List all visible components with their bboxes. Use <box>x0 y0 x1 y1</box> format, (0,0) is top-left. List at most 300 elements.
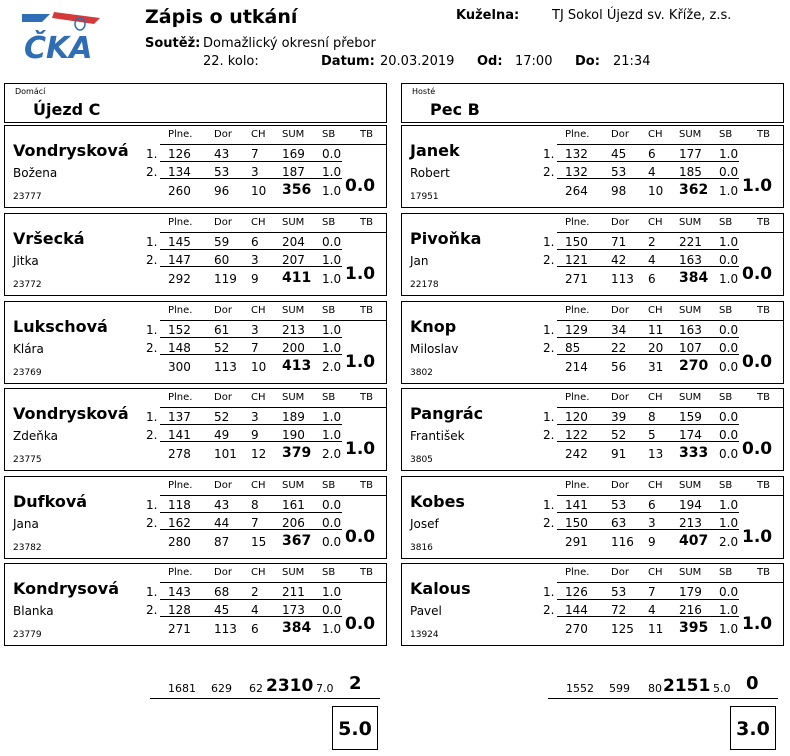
game-cell: 52 <box>611 428 627 442</box>
player-box <box>4 125 387 208</box>
guest-final-score: 3.0 <box>730 706 776 750</box>
column-header: TB <box>757 129 770 140</box>
column-header: TB <box>757 305 770 316</box>
home-team-box <box>4 83 387 123</box>
guest-total-sum: 2151 <box>663 676 711 696</box>
game-cell: 144 <box>565 603 588 617</box>
player-box <box>4 301 387 384</box>
row-number: 1. <box>543 235 555 249</box>
home-total-dor: 629 <box>211 682 232 695</box>
column-header: Plne. <box>168 392 193 403</box>
game-cell: 221 <box>679 235 702 249</box>
player-registration: 3802 <box>410 368 433 378</box>
game-cell: 53 <box>611 585 627 599</box>
game-cell: 43 <box>214 498 230 512</box>
game-cell: 52 <box>214 410 230 424</box>
tb-points: 1.0 <box>742 614 773 634</box>
player-total-cell: 6 <box>648 272 656 286</box>
column-header: TB <box>360 392 373 403</box>
column-header: Dor <box>611 392 629 403</box>
player-total-cell: 362 <box>679 182 709 198</box>
row-number: 2. <box>543 253 555 267</box>
row-number: 1. <box>146 147 158 161</box>
player-firstname: Božena <box>13 166 58 180</box>
row-number: 2. <box>146 341 158 355</box>
soutez-label: Soutěž: <box>145 36 201 51</box>
game-cell: 6 <box>251 235 259 249</box>
game-cell: 3 <box>251 410 259 424</box>
column-header: SB <box>719 480 733 491</box>
game-cell: 5 <box>648 428 656 442</box>
od-label: Od: <box>477 54 503 69</box>
row-number: 1. <box>543 585 555 599</box>
player-firstname: Zdeňka <box>13 429 58 443</box>
kolo-label: 22. kolo: <box>203 54 259 69</box>
cka-logo <box>14 8 106 62</box>
player-registration: 23769 <box>13 368 42 378</box>
game-cell: 1.0 <box>322 428 342 442</box>
svg-text:ČKA: ČKA <box>24 31 93 62</box>
player-total-cell: 113 <box>214 360 237 374</box>
game-cell: 34 <box>611 323 627 337</box>
datum-label: Datum: <box>321 54 375 69</box>
column-header: TB <box>360 217 373 228</box>
player-total-cell: 413 <box>282 358 312 374</box>
row-number: 2. <box>146 603 158 617</box>
player-firstname: Jitka <box>13 254 39 268</box>
game-cell: 207 <box>282 253 305 267</box>
tb-points: 1.0 <box>345 439 376 459</box>
game-cell: 163 <box>679 323 702 337</box>
column-header: Plne. <box>565 392 590 403</box>
column-header: Dor <box>214 567 232 578</box>
player-total-cell: 116 <box>611 535 634 549</box>
column-header: CH <box>251 217 266 228</box>
game-cell: 22 <box>611 341 627 355</box>
row-number: 2. <box>146 165 158 179</box>
column-header: Dor <box>611 567 629 578</box>
game-cell: 213 <box>282 323 305 337</box>
column-header: TB <box>360 480 373 491</box>
row-number: 1. <box>146 498 158 512</box>
row-divider <box>160 512 342 513</box>
column-header: Dor <box>611 129 629 140</box>
column-header: TB <box>360 567 373 578</box>
game-cell: 122 <box>565 428 588 442</box>
player-surname: Knop <box>410 317 457 336</box>
column-header: TB <box>757 217 770 228</box>
column-header: CH <box>648 392 663 403</box>
home-final-score: 5.0 <box>332 706 378 750</box>
column-header: CH <box>251 567 266 578</box>
game-cell: 107 <box>679 341 702 355</box>
game-cell: 134 <box>168 165 191 179</box>
player-surname: Kalous <box>410 579 471 598</box>
game-cell: 39 <box>611 410 627 424</box>
row-divider <box>557 249 739 250</box>
row-divider <box>160 582 386 583</box>
game-cell: 0.0 <box>719 253 739 267</box>
game-cell: 4 <box>648 603 656 617</box>
game-cell: 61 <box>214 323 230 337</box>
game-cell: 6 <box>648 147 656 161</box>
player-firstname: Blanka <box>13 604 54 618</box>
game-cell: 213 <box>679 516 702 530</box>
row-divider <box>557 337 739 338</box>
column-header: SB <box>322 129 336 140</box>
game-cell: 0.0 <box>719 585 739 599</box>
player-firstname: Josef <box>410 517 439 531</box>
player-total-cell: 9 <box>648 535 656 549</box>
player-surname: Vondrysková <box>13 141 129 160</box>
guest-total-dor: 599 <box>609 682 630 695</box>
game-cell: 147 <box>168 253 191 267</box>
kuzelna-value: TJ Sokol Újezd sv. Kříže, z.s. <box>552 8 732 23</box>
game-cell: 1.0 <box>322 253 342 267</box>
row-number: 2. <box>543 428 555 442</box>
column-header: Dor <box>214 480 232 491</box>
game-cell: 204 <box>282 235 305 249</box>
game-cell: 189 <box>282 410 305 424</box>
player-box <box>401 125 784 208</box>
game-cell: 206 <box>282 516 305 530</box>
guest-team-box <box>401 83 784 123</box>
game-cell: 49 <box>214 428 230 442</box>
guest-caption: Hosté <box>412 87 436 96</box>
game-cell: 118 <box>168 498 191 512</box>
player-total-cell: 0.0 <box>322 535 342 549</box>
tb-points: 1.0 <box>345 264 376 284</box>
game-cell: 1.0 <box>719 498 739 512</box>
game-cell: 1.0 <box>719 235 739 249</box>
row-divider <box>160 144 386 145</box>
column-header: SUM <box>282 392 305 403</box>
row-divider <box>160 599 342 600</box>
home-team-name: Újezd C <box>33 100 101 119</box>
row-number: 1. <box>146 235 158 249</box>
player-firstname: Pavel <box>410 604 442 618</box>
column-header: CH <box>251 305 266 316</box>
player-total-cell: 411 <box>282 270 312 286</box>
game-cell: 141 <box>565 498 588 512</box>
od-value: 17:00 <box>515 54 553 69</box>
game-cell: 137 <box>168 410 191 424</box>
column-header: Plne. <box>168 217 193 228</box>
player-total-cell: 9 <box>251 272 259 286</box>
player-total-cell: 11 <box>648 622 664 636</box>
guest-total-points: 0 <box>746 673 759 694</box>
tb-points: 0.0 <box>742 264 773 284</box>
game-cell: 53 <box>611 498 627 512</box>
tb-points: 0.0 <box>345 176 376 196</box>
player-surname: Lukschová <box>13 317 108 336</box>
player-box <box>4 563 387 646</box>
row-divider <box>557 582 783 583</box>
column-header: SB <box>719 129 733 140</box>
column-header: Dor <box>214 217 232 228</box>
game-cell: 3 <box>251 165 259 179</box>
game-cell: 1.0 <box>322 410 342 424</box>
row-number: 2. <box>146 253 158 267</box>
player-registration: 23772 <box>13 280 42 290</box>
row-number: 2. <box>543 516 555 530</box>
game-cell: 11 <box>648 323 664 337</box>
game-cell: 1.0 <box>322 165 342 179</box>
game-cell: 121 <box>565 253 588 267</box>
game-cell: 173 <box>282 603 305 617</box>
game-cell: 2 <box>648 235 656 249</box>
game-cell: 1.0 <box>322 323 342 337</box>
player-registration: 23782 <box>13 543 42 553</box>
game-cell: 4 <box>251 603 259 617</box>
column-header: SB <box>322 392 336 403</box>
game-cell: 1.0 <box>719 147 739 161</box>
row-number: 1. <box>543 498 555 512</box>
guest-total-line <box>548 698 778 699</box>
row-number: 1. <box>543 323 555 337</box>
game-cell: 59 <box>214 235 230 249</box>
game-cell: 7 <box>251 147 259 161</box>
game-cell: 132 <box>565 147 588 161</box>
player-total-cell: 2.0 <box>322 360 342 374</box>
column-header: Plne. <box>565 129 590 140</box>
row-divider <box>160 424 342 425</box>
guest-total-ch: 80 <box>648 682 662 695</box>
player-box <box>401 301 784 384</box>
player-registration: 22178 <box>410 280 439 290</box>
game-cell: 3 <box>251 323 259 337</box>
game-cell: 200 <box>282 341 305 355</box>
game-cell: 145 <box>168 235 191 249</box>
column-header: SB <box>719 567 733 578</box>
game-cell: 190 <box>282 428 305 442</box>
game-cell: 72 <box>611 603 627 617</box>
guest-total-plne: 1552 <box>566 682 594 695</box>
player-total-cell: 379 <box>282 445 312 461</box>
game-cell: 85 <box>565 341 581 355</box>
player-total-cell: 384 <box>679 270 709 286</box>
player-surname: Kobes <box>410 492 465 511</box>
player-total-cell: 15 <box>251 535 267 549</box>
column-header: SB <box>322 480 336 491</box>
game-cell: 177 <box>679 147 702 161</box>
game-cell: 141 <box>168 428 191 442</box>
game-cell: 63 <box>611 516 627 530</box>
game-cell: 71 <box>611 235 627 249</box>
game-cell: 53 <box>611 165 627 179</box>
game-cell: 216 <box>679 603 702 617</box>
column-header: Dor <box>611 305 629 316</box>
player-total-cell: 291 <box>565 535 588 549</box>
row-divider <box>160 232 386 233</box>
column-header: SUM <box>282 567 305 578</box>
column-header: SUM <box>282 217 305 228</box>
player-total-cell: 242 <box>565 447 588 461</box>
player-total-cell: 333 <box>679 445 709 461</box>
game-cell: 0.0 <box>322 516 342 530</box>
game-cell: 45 <box>214 603 230 617</box>
game-cell: 163 <box>679 253 702 267</box>
tb-points: 0.0 <box>345 614 376 634</box>
column-header: Plne. <box>168 305 193 316</box>
column-header: Plne. <box>168 567 193 578</box>
tb-points: 1.0 <box>742 176 773 196</box>
player-total-cell: 1.0 <box>719 272 739 286</box>
column-header: Plne. <box>168 480 193 491</box>
row-divider <box>557 599 739 600</box>
player-total-cell: 125 <box>611 622 634 636</box>
game-cell: 7 <box>251 341 259 355</box>
row-number: 2. <box>146 428 158 442</box>
game-cell: 0.0 <box>322 603 342 617</box>
game-cell: 120 <box>565 410 588 424</box>
page-title: Zápis o utkání <box>145 6 298 28</box>
game-cell: 1.0 <box>719 603 739 617</box>
player-box <box>401 563 784 646</box>
game-cell: 179 <box>679 585 702 599</box>
player-total-cell: 384 <box>282 620 312 636</box>
player-firstname: Miloslav <box>410 342 459 356</box>
column-header: Plne. <box>565 480 590 491</box>
column-header: SB <box>322 217 336 228</box>
column-header: SB <box>322 305 336 316</box>
game-cell: 68 <box>214 585 230 599</box>
column-header: SB <box>719 392 733 403</box>
guest-total-sb: 5.0 <box>713 682 731 695</box>
game-cell: 128 <box>168 603 191 617</box>
player-total-cell: 87 <box>214 535 230 549</box>
player-firstname: Jan <box>410 254 429 268</box>
column-header: SUM <box>282 305 305 316</box>
player-box <box>4 476 387 559</box>
row-divider <box>557 512 739 513</box>
row-divider <box>160 407 386 408</box>
player-registration: 23777 <box>13 192 42 202</box>
column-header: Dor <box>214 129 232 140</box>
column-header: TB <box>757 567 770 578</box>
do-value: 21:34 <box>613 54 651 69</box>
game-cell: 150 <box>565 235 588 249</box>
tb-points: 0.0 <box>742 439 773 459</box>
player-total-cell: 113 <box>214 622 237 636</box>
player-total-cell: 10 <box>251 360 267 374</box>
tb-points: 1.0 <box>345 352 376 372</box>
player-total-cell: 0.0 <box>719 360 739 374</box>
player-surname: Dufková <box>13 492 88 511</box>
player-total-cell: 119 <box>214 272 237 286</box>
column-header: Plne. <box>565 217 590 228</box>
row-divider <box>557 161 739 162</box>
tb-points: 0.0 <box>345 527 376 547</box>
column-header: SUM <box>679 392 702 403</box>
player-total-cell: 214 <box>565 360 588 374</box>
row-divider <box>557 144 783 145</box>
column-header: SB <box>322 567 336 578</box>
game-cell: 42 <box>611 253 627 267</box>
game-cell: 169 <box>282 147 305 161</box>
game-cell: 7 <box>648 585 656 599</box>
game-cell: 8 <box>648 410 656 424</box>
column-header: CH <box>648 305 663 316</box>
player-total-cell: 264 <box>565 184 588 198</box>
player-total-cell: 96 <box>214 184 230 198</box>
kuzelna-label: Kuželna: <box>456 8 520 23</box>
player-total-cell: 260 <box>168 184 191 198</box>
row-divider <box>160 320 386 321</box>
column-header: Plne. <box>565 567 590 578</box>
row-divider <box>557 232 783 233</box>
row-number: 1. <box>146 410 158 424</box>
player-surname: Kondrysová <box>13 579 120 598</box>
player-total-cell: 300 <box>168 360 191 374</box>
player-total-cell: 395 <box>679 620 709 636</box>
game-cell: 0.0 <box>322 147 342 161</box>
player-total-cell: 98 <box>611 184 627 198</box>
column-header: SUM <box>282 480 305 491</box>
row-divider <box>557 495 783 496</box>
game-cell: 0.0 <box>719 410 739 424</box>
player-registration: 3816 <box>410 543 433 553</box>
column-header: Dor <box>214 392 232 403</box>
row-number: 2. <box>543 341 555 355</box>
player-box <box>4 213 387 296</box>
game-cell: 8 <box>251 498 259 512</box>
player-box <box>401 213 784 296</box>
row-divider <box>160 161 342 162</box>
player-total-cell: 367 <box>282 533 312 549</box>
player-total-cell: 0.0 <box>719 447 739 461</box>
player-registration: 17951 <box>410 192 439 202</box>
player-total-cell: 101 <box>214 447 237 461</box>
column-header: SB <box>719 217 733 228</box>
game-cell: 53 <box>214 165 230 179</box>
game-cell: 152 <box>168 323 191 337</box>
row-number: 1. <box>146 323 158 337</box>
game-cell: 185 <box>679 165 702 179</box>
game-cell: 45 <box>611 147 627 161</box>
do-label: Do: <box>575 54 600 69</box>
game-cell: 20 <box>648 341 664 355</box>
game-cell: 60 <box>214 253 230 267</box>
home-caption: Domácí <box>15 87 46 96</box>
game-cell: 9 <box>251 428 259 442</box>
game-cell: 3 <box>648 516 656 530</box>
player-total-cell: 270 <box>679 358 709 374</box>
game-cell: 0.0 <box>322 235 342 249</box>
player-total-cell: 292 <box>168 272 191 286</box>
home-total-sum: 2310 <box>266 676 314 696</box>
column-header: SB <box>719 305 733 316</box>
player-total-cell: 12 <box>251 447 267 461</box>
player-total-cell: 2.0 <box>719 535 739 549</box>
game-cell: 211 <box>282 585 305 599</box>
player-box <box>401 476 784 559</box>
row-divider <box>160 249 342 250</box>
column-header: SUM <box>679 480 702 491</box>
player-total-cell: 91 <box>611 447 627 461</box>
row-number: 2. <box>146 516 158 530</box>
player-total-cell: 31 <box>648 360 664 374</box>
column-header: Dor <box>214 305 232 316</box>
player-total-cell: 271 <box>565 272 588 286</box>
tb-points: 0.0 <box>742 352 773 372</box>
row-divider <box>160 495 386 496</box>
column-header: CH <box>648 129 663 140</box>
column-header: CH <box>648 217 663 228</box>
player-registration: 3805 <box>410 455 433 465</box>
row-number: 1. <box>543 147 555 161</box>
player-total-cell: 1.0 <box>322 622 342 636</box>
